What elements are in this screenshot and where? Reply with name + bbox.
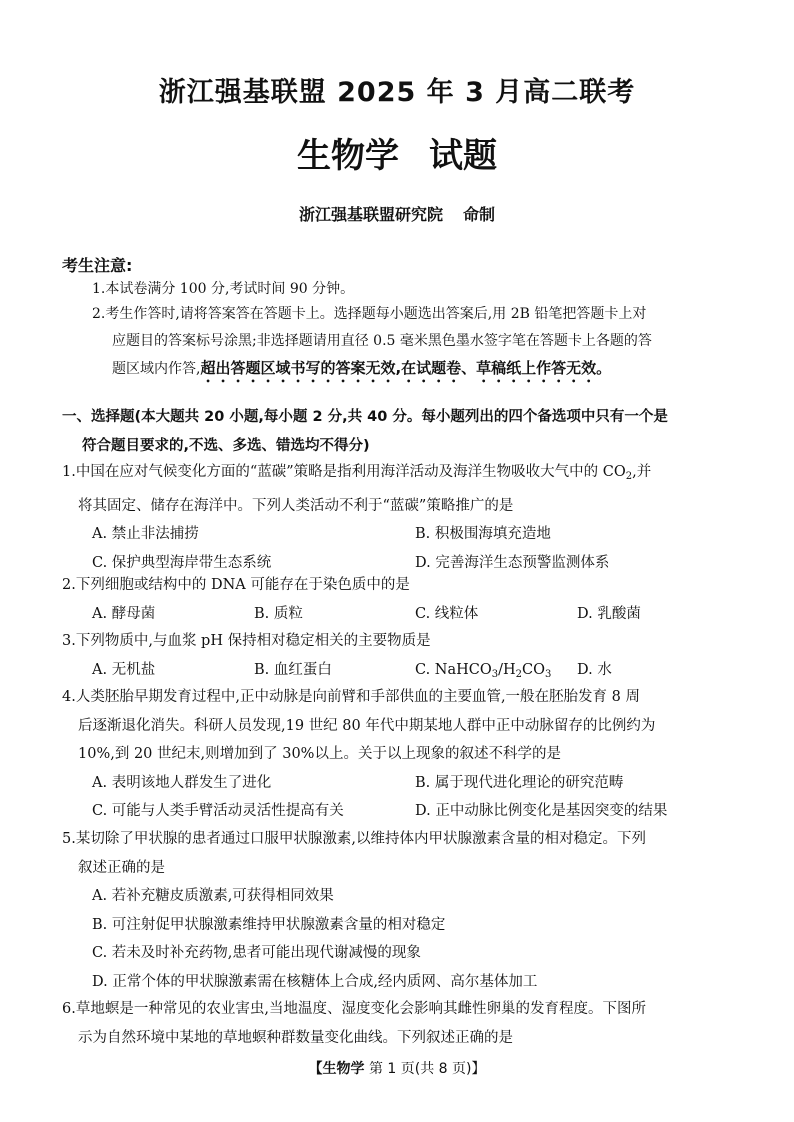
question-1-options-row-1 [62,520,742,549]
question-1-line-1 [62,464,651,480]
section-heading-choice [62,403,742,461]
footer-page-number: 第 1 页(共 8 页)】 [368,1061,486,1077]
q3c-sub-1: 3 [491,668,499,680]
question-2-option-d[interactable]: D. 乳酸菌 [577,605,641,622]
question-5-line-1: 5.某切除了甲状腺的患者通过口服甲状腺激素,以维持体内甲状腺激素含量的相对稳定。下列 [62,831,646,847]
question-2-stem: 2.下列细胞或结构中的 DNA 可能存在于染色质中的是 [62,577,410,593]
question-3-options [62,656,742,685]
q3c-sub-2: 2 [515,668,523,680]
question-1-line-1-end: ,并 [632,464,652,480]
compiler-role: 命制 [463,205,496,224]
q3c-part-3: CO [522,661,546,678]
exam-title: 浙江强基联盟 2025 年 3 月高二联考 [158,77,636,108]
notice-item-2 [92,301,732,386]
question-4-options-row-1 [62,769,742,798]
notice-item-2-line-3 [92,355,732,386]
co2-subscript: 2 [625,471,633,482]
question-3-option-a[interactable]: A. 无机盐 [92,661,156,678]
paper-label: 试题 [429,136,497,176]
question-3-option-b[interactable]: B. 血红蛋白 [254,661,332,678]
notice-item-2-plain: 题区域内作答, [112,361,201,377]
question-1-stem [62,458,742,520]
question-4 [62,683,742,826]
question-4-option-c[interactable]: C. 可能与人类手臂活动灵活性提高有关 [92,803,344,819]
page-footer [0,1058,794,1078]
question-4-stem [62,683,742,769]
question-5-option-d[interactable]: D. 正常个体的甲状腺激素需在核糖体上合成,经内质网、高尔基体加工 [92,973,538,990]
notice-item-2-emphasis: 超出答题区域书写的答案无效,在试题卷、草稿纸上作答无效。 [200,359,612,377]
compiler-line [0,202,794,225]
question-6-line-1: 6.草地螟是一种常见的农业害虫,当地温度、湿度变化会影响其雌性卵巢的发育程度。下图所 [62,1001,646,1017]
question-5 [62,825,742,996]
question-3-stem: 3.下列物质中,与血浆 pH 保持相对稳定相关的主要物质是 [62,633,431,649]
question-1-option-c[interactable]: C. 保护典型海岸带生态系统 [92,554,272,571]
question-2-option-a[interactable]: A. 酵母菌 [92,605,156,622]
question-3 [62,627,742,684]
question-5-option-a[interactable]: A. 若补充糖皮质激素,可获得相同效果 [92,888,334,904]
question-4-line-1: 4.人类胚胎早期发育过程中,正中动脉是向前臂和手部供血的主要血管,一般在胚胎发育 8 周 [62,689,640,705]
question-5-option-c[interactable]: C. 若未及时补充药物,患者可能出现代谢减慢的现象 [92,945,421,961]
question-1-line-2: 将其固定、储存在海洋中。下列人类活动不利于“蓝碳”策略推广的是 [78,497,514,514]
question-1-line-1-text: 1.中国在应对气候变化方面的“蓝碳”策略是指利用海洋活动及海洋生物吸收大气中的 CO [62,464,626,480]
question-3-option-d[interactable]: D. 水 [577,661,612,678]
subject-name: 生物学 [297,136,399,176]
question-5-stem [62,825,742,882]
q3c-part-1: C. NaHCO [415,661,492,678]
question-1-option-b[interactable]: B. 积极围海填充造地 [415,526,551,542]
question-6-stem [62,995,742,1052]
question-1-option-d[interactable]: D. 完善海洋生态预警监测体系 [415,554,610,571]
question-4-option-b[interactable]: B. 属于现代进化理论的研究范畴 [415,774,624,791]
question-4-option-a[interactable]: A. 表明该地人群发生了进化 [92,774,272,791]
notice-item-1: 1.本试卷满分 100 分,考试时间 90 分钟。 [92,281,355,297]
q3c-sub-3: 3 [545,668,552,680]
notice-item-2-line-1: 2.考生作答时,请将答案答在答题卡上。选择题每小题选出答案后,用 2B 铅笔把答题卡上对 [92,306,647,322]
question-2-option-c[interactable]: C. 线粒体 [415,605,479,622]
section-line-2: 符合题目要求的,不选、多选、错选均不得分) [82,438,370,454]
question-4-line-2: 后逐渐退化消失。科研人员发现,19 世纪 80 年代中期某地人群中正中动脉留存的比例约为 [78,717,656,734]
question-1-option-a[interactable]: A. 禁止非法捕捞 [92,526,199,542]
question-4-option-d[interactable]: D. 正中动脉比例变化是基因突变的结果 [415,803,668,819]
footer-subject: 【生物学 [308,1061,365,1077]
subject-title [0,128,794,177]
compiler-org: 浙江强基联盟研究院 [298,205,443,224]
section-line-1: 一、选择题(本大题共 20 小题,每小题 2 分,共 40 分。每小题列出的四个备选项中只有一个是 [62,409,668,425]
q3c-part-2: /H [498,661,516,678]
question-5-option-b[interactable]: B. 可注射促甲状腺激素维持甲状腺激素含量的相对稳定 [92,916,446,933]
question-4-options-row-2 [62,797,742,826]
question-6 [62,995,742,1052]
question-2 [62,571,742,628]
question-2-options [62,600,742,629]
question-1 [62,458,742,577]
notice-item-2-line-2: 应题目的答案标号涂黑;非选择题请用直径 0.5 毫米黑色墨水签字笔在答题卡上各题的答 [112,333,652,349]
question-5-line-2: 叙述正确的是 [78,859,165,876]
notice-heading: 考生注意: [62,256,133,275]
question-6-line-2: 示为自然环境中某地的草地螟种群数量变化曲线。下列叙述正确的是 [78,1029,513,1046]
question-4-line-3: 10%,到 20 世纪末,则增加到了 30%以上。关于以上现象的叙述不科学的是 [78,746,561,762]
question-2-option-b[interactable]: B. 质粒 [254,605,303,622]
